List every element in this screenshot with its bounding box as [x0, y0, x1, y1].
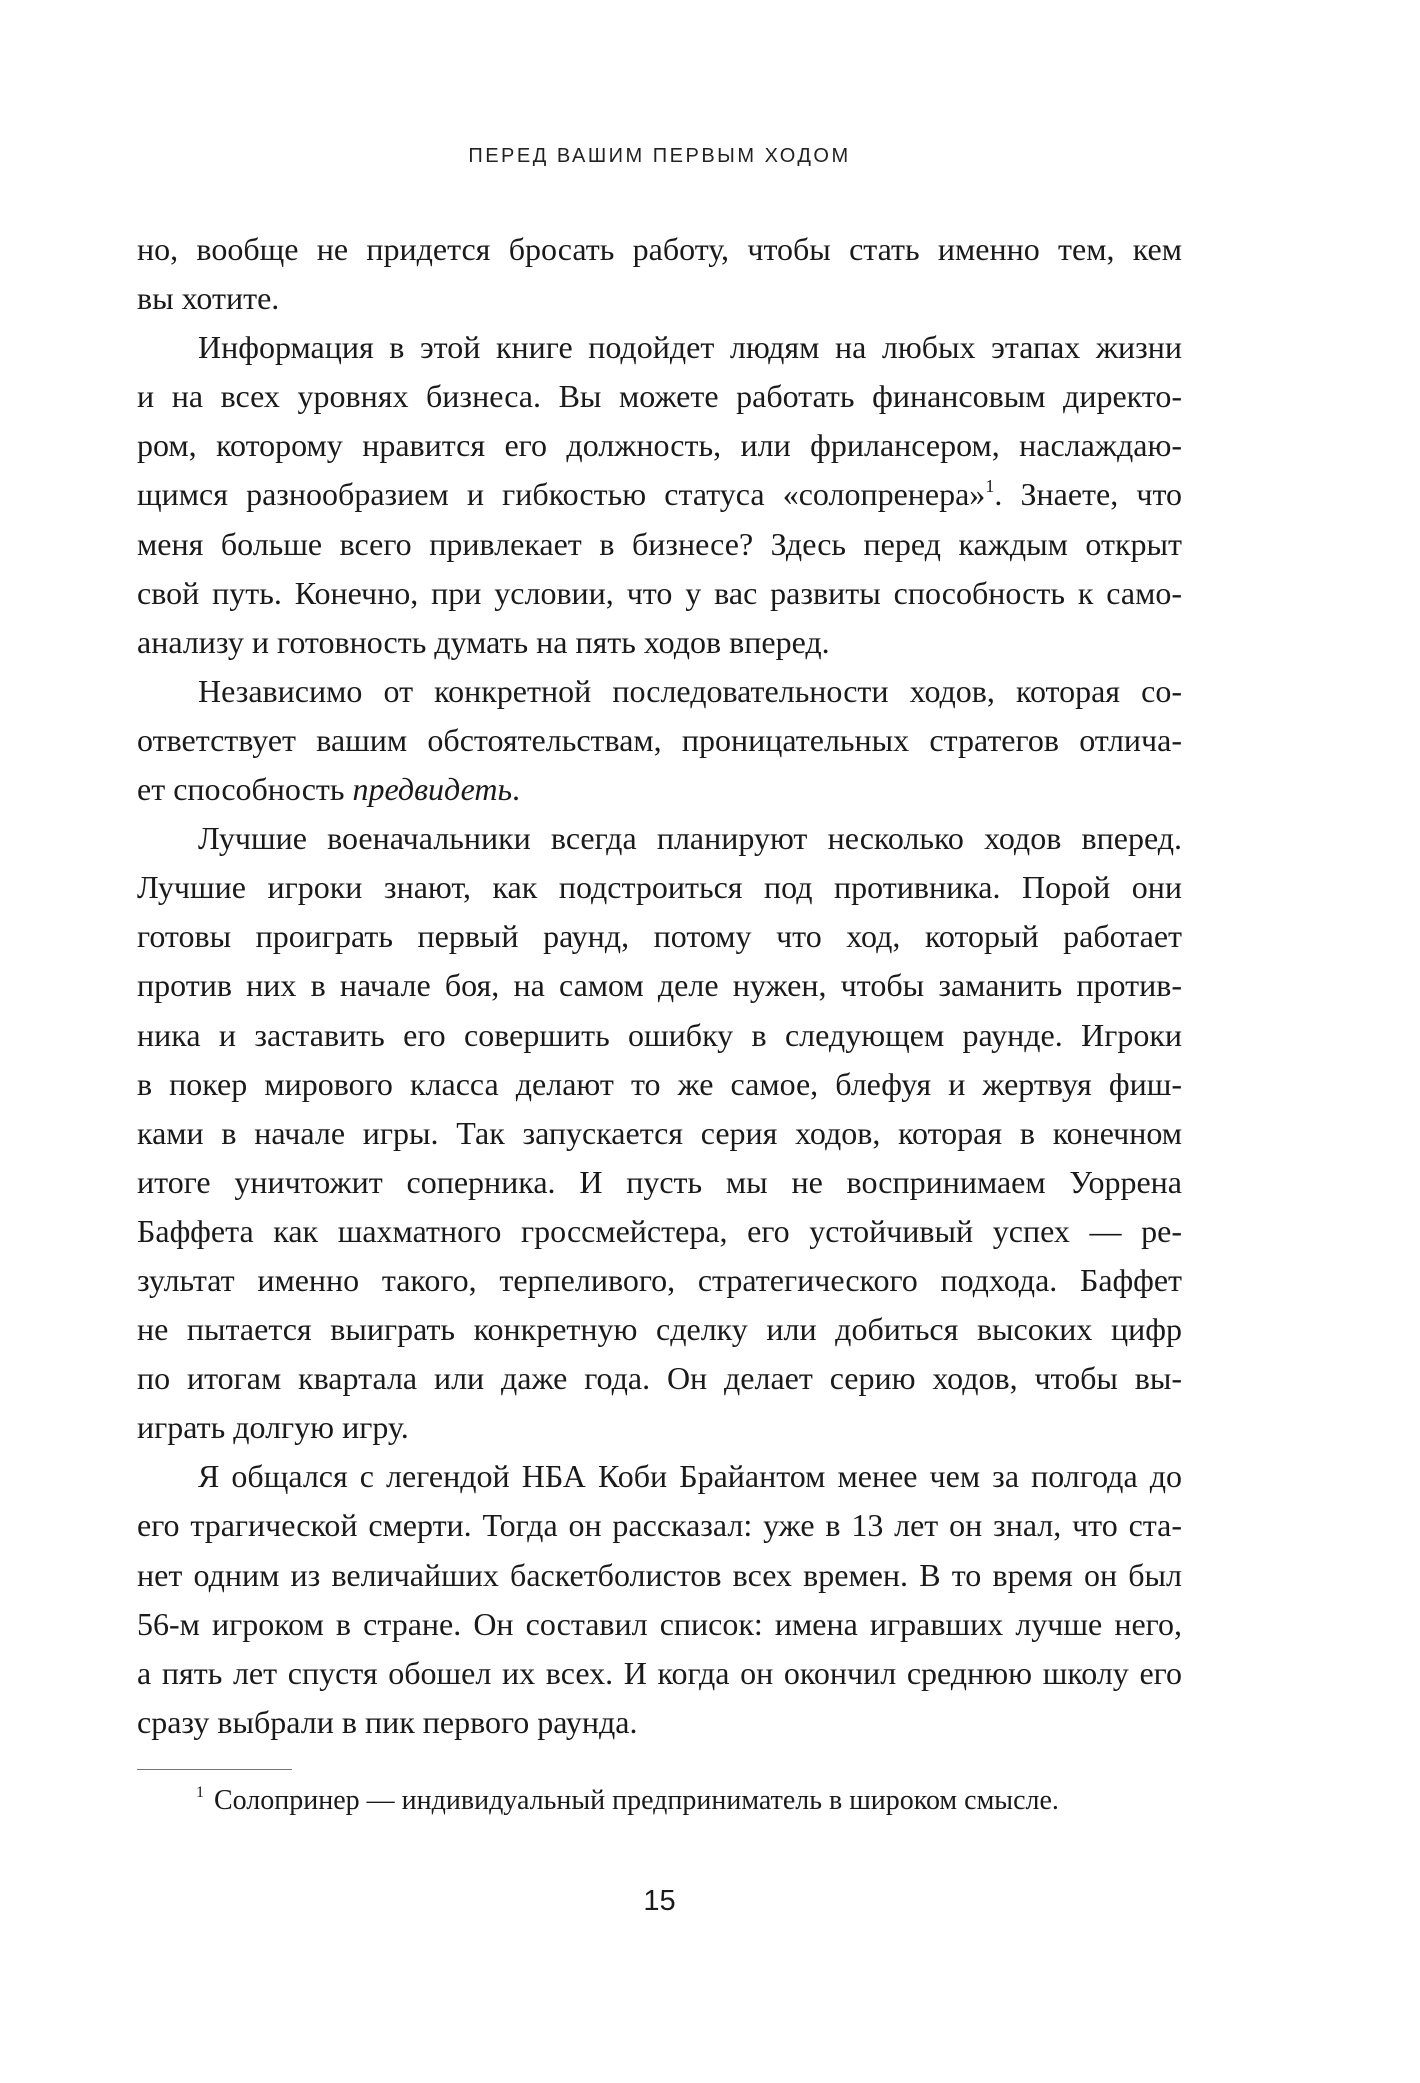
text-line: но, вообще не придется бросать работу, чтобы стать именно тем, кем: [137, 231, 1182, 267]
body-text: [137, 225, 1182, 1747]
italic-emphasis: предвидеть: [352, 771, 513, 808]
text-line: Я общался с легендой НБА Коби Брайантом менее чем за полгода до: [198, 1458, 1182, 1495]
text-line: Баффета как шахматного гроссмейстера, его устойчивый успех — ре-: [137, 1212, 1182, 1249]
text-line: готовы проиграть первый раунд, потому что ход, который работает: [137, 918, 1182, 955]
footnote-text: Солопринер — индивидуальный предприниматель в широком смысле.: [214, 1785, 1059, 1816]
text-line: ответствует вашим обстоятельствам, проницательных стратегов отлича-: [137, 721, 1182, 758]
text-line: Информация в этой книге подойдет людям на любых этапах жизни: [198, 329, 1182, 366]
text-line: в покер мирового класса делают то же самое, блефуя и жертвуя фиш-: [137, 1065, 1182, 1102]
text-line: его трагической смерти. Тогда он рассказал: уже в 13 лет он знал, что ста-: [137, 1507, 1182, 1544]
text-line: [137, 470, 1182, 519]
text-line: против них в начале боя, на самом деле нужен, чтобы заманить против-: [137, 967, 1182, 1004]
footnote-divider: [137, 1769, 292, 1770]
text-line: нет одним из величайших баскетболистов всех времен. В то время он был: [137, 1556, 1182, 1593]
text-line: меня больше всего привлекает в бизнесе? Здесь перед каждым открыт: [137, 525, 1182, 562]
text-line: а пять лет спустя обошел их всех. И когда он окончил среднюю школу его: [137, 1654, 1182, 1691]
text-line: Лучшие военачальники всегда планируют несколько ходов вперед.: [198, 820, 1182, 857]
line-text: .: [512, 771, 521, 808]
running-header: ПЕРЕД ВАШИМ ПЕРВЫМ ХОДОМ: [468, 145, 851, 167]
text-line: свой путь. Конечно, при условии, что у вас развиты способность к само-: [137, 574, 1182, 611]
text-line: ника и заставить его совершить ошибку в следующем раунде. Игроки: [137, 1016, 1182, 1053]
text-line: сразу выбрали в пик первого раунда.: [137, 1703, 638, 1740]
text-line: и на всех уровнях бизнеса. Вы можете работать финансовым директо-: [137, 378, 1182, 415]
text-line: вы хотите.: [137, 280, 280, 317]
text-line: не пытается выиграть конкретную сделку или добиться высоких цифр: [137, 1311, 1182, 1348]
line-text: . Знаете, что: [994, 476, 1183, 513]
text-line: по итогам квартала или даже года. Он делает серию ходов, чтобы вы-: [137, 1360, 1182, 1397]
footnote-marker: 1: [196, 1784, 204, 1801]
page-number: 15: [643, 1885, 676, 1917]
text-line: анализу и готовность думать на пять ходов вперед.: [137, 623, 830, 660]
text-line: Независимо от конкретной последовательности ходов, которая со-: [198, 672, 1182, 709]
text-line: ром, которому нравится его должность, или фрилансером, наслаждаю-: [137, 427, 1182, 464]
footnote: [196, 1783, 1059, 1819]
text-line: зультат именно такого, терпеливого, стратегического подхода. Баффет: [137, 1261, 1182, 1298]
text-line: играть долгую игру.: [137, 1409, 409, 1446]
text-line: итоге уничтожит соперника. И пусть мы не воспринимаем Уоррена: [137, 1163, 1182, 1200]
text-line: ками в начале игры. Так запускается серия ходов, которая в конечном: [137, 1114, 1182, 1151]
text-line: [137, 765, 1182, 814]
line-text: щимся разнообразием и гибкостью статуса «солопренера»: [137, 476, 986, 513]
line-text: ет способность: [137, 771, 353, 808]
text-line: Лучшие игроки знают, как подстроиться под противника. Порой они: [137, 869, 1182, 906]
text-line: 56-м игроком в стране. Он составил список: имена игравших лучше него,: [137, 1605, 1182, 1642]
footnote-reference[interactable]: 1: [985, 476, 995, 497]
